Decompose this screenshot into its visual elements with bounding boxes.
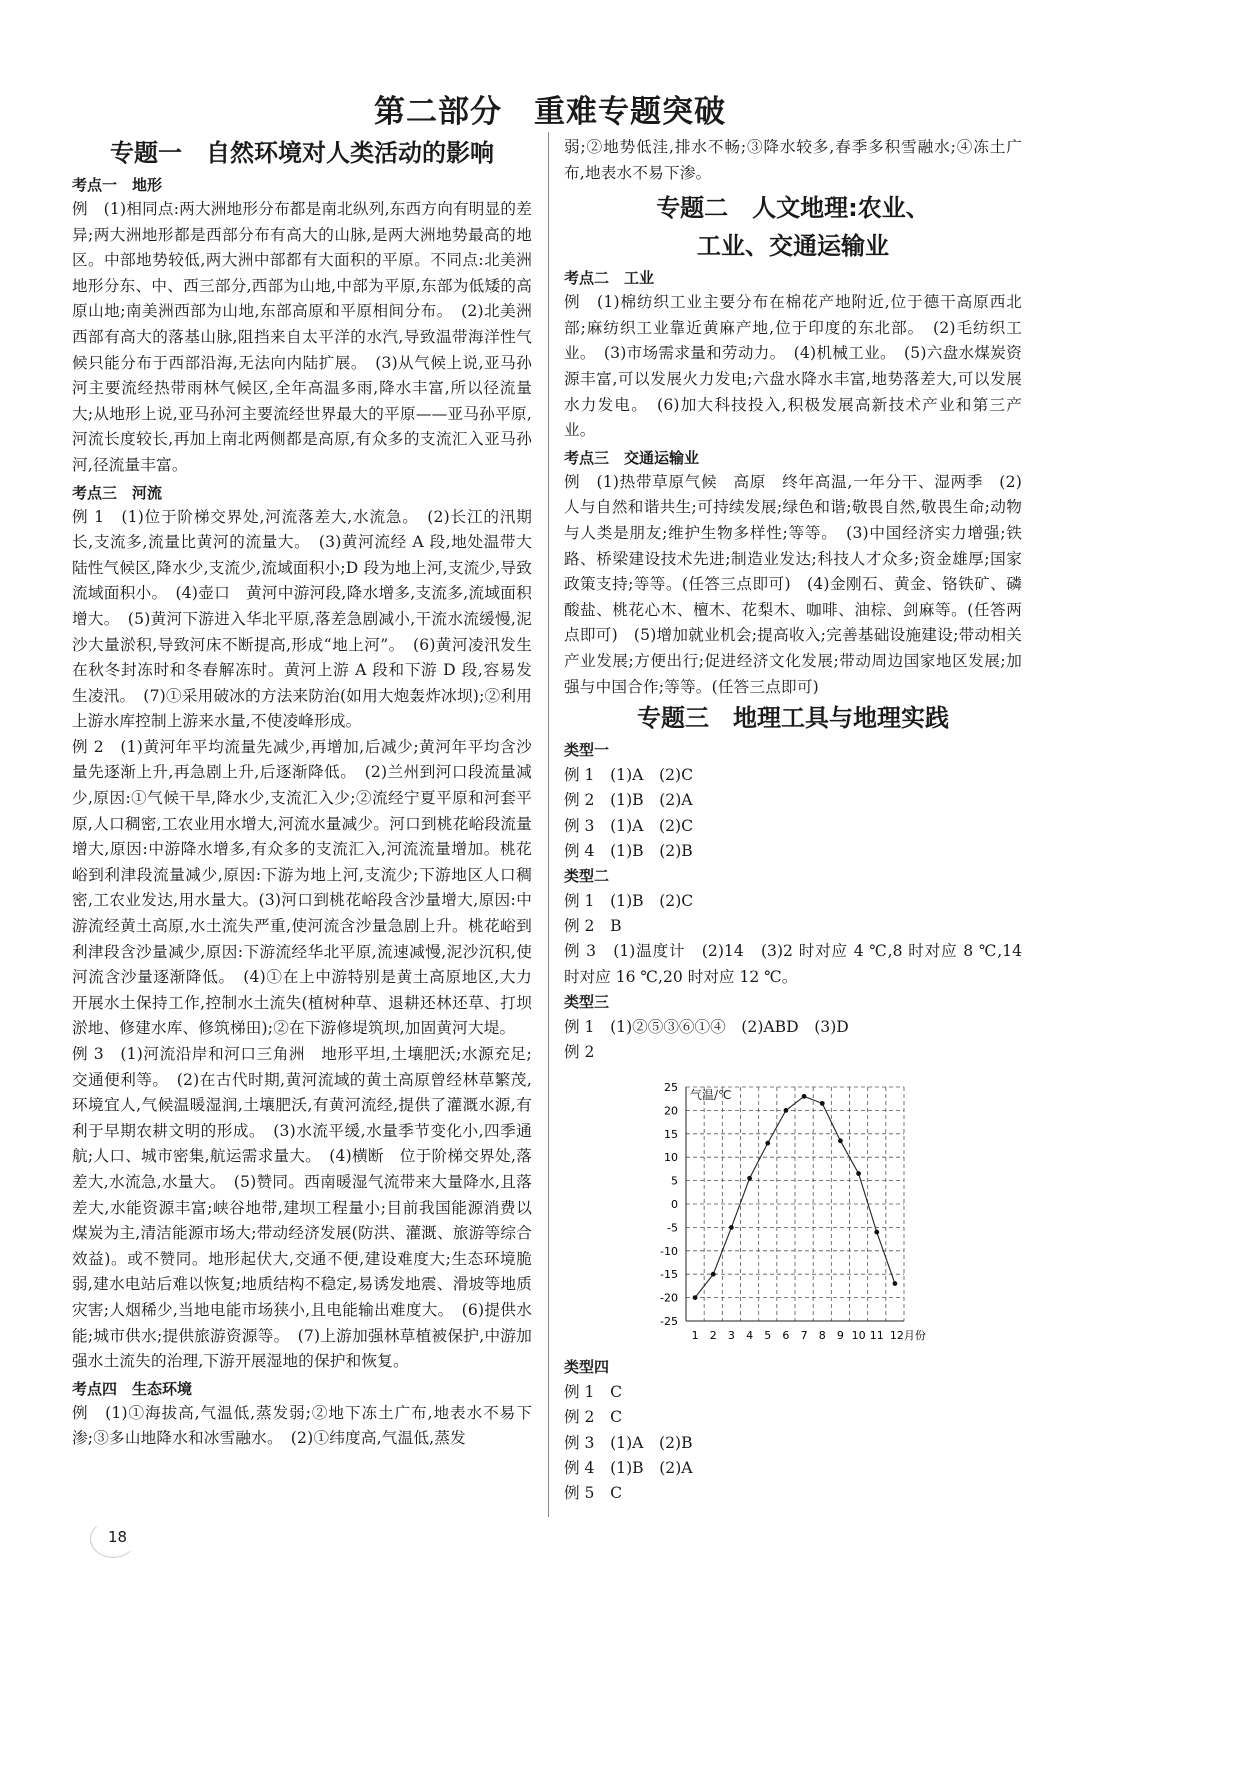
y-tick-label: -10	[660, 1244, 678, 1258]
data-point	[820, 1101, 825, 1106]
y-tick-label: -15	[660, 1268, 678, 1282]
list-item: 例 1 C	[564, 1383, 622, 1402]
list-item: 例 1 (1)B (2)C	[564, 891, 694, 910]
x-tick-label: 1	[691, 1329, 699, 1343]
x-tick-label: 8	[818, 1329, 826, 1343]
data-point	[729, 1225, 734, 1230]
list-item: 例 1 (1)A (2)C	[564, 766, 694, 785]
x-tick-label: 2	[709, 1329, 717, 1343]
kd4-example: 例 (1)①海拔高,气温低,蒸发弱;②地下冻土广布,地表水不易下渗;③多山地降水和冰雪融水。 (2)①纬度高,气温低,蒸发	[72, 1403, 532, 1448]
type3-heading: 类型三	[564, 992, 610, 1011]
x-tick-label: 12月份	[889, 1329, 926, 1343]
topic2-title-line2: 工业、交通运输业	[697, 232, 889, 261]
kd1-example: 例 (1)相同点:两大洲地形分布都是南北纵列,东西方向有明显的差异;两大洲地形都是西部分布有高大的山脉,是两大洲地势最高的地区。中部地势较低,两大洲中部都有大面积的平原。不同点:北美洲地形分东、中、西三部分,西部为山地,中部为平原,东部为低矮的高原山地;南美洲西部为山地,东部高原和平原相间分布。 (2)北美洲西部有高大的落基山脉,阻挡来自太平洋的水汽,导致温带海洋性气候只能分布于西部沿海,无法向内陆扩展。 (3)从气候上说,亚马孙河主要流经热带雨林气候区,全年高温多雨,降水丰富,所以径流量大;从地形上说,亚马孙河主要流经世界最大的平原——亚马孙平原,河流长度较长,再加上南北两侧都是高原,有众多的支流汇入亚马孙河,径流量丰富。	[72, 200, 532, 474]
column-divider	[548, 132, 549, 1517]
topic3-title: 专题三 地理工具与地理实践	[637, 704, 949, 733]
type2-heading: 类型二	[564, 866, 610, 885]
y-tick-label: 5	[671, 1174, 678, 1188]
x-tick-label: 11	[869, 1329, 884, 1343]
list-item: 例 2	[564, 1042, 595, 1061]
kd1-heading: 考点一 地形	[72, 176, 163, 194]
x-tick-label: 5	[764, 1329, 772, 1343]
temperature-chart-svg	[636, 1067, 996, 1355]
y-tick-label: 15	[664, 1127, 678, 1141]
page-title: 第二部分 重难专题突破	[374, 94, 726, 130]
data-point	[747, 1176, 752, 1181]
y-axis-label: 气温/℃	[690, 1088, 732, 1103]
data-point	[838, 1139, 843, 1144]
left-column	[72, 135, 532, 1452]
transport-heading: 考点三 交通运输业	[564, 448, 700, 467]
data-point	[693, 1295, 698, 1300]
list-item: 例 2 C	[564, 1408, 622, 1427]
data-point	[874, 1230, 879, 1235]
list-item: 例 2 (1)B (2)A	[564, 791, 693, 810]
topic2-title-line1: 专题二 人文地理:农业、	[656, 194, 930, 223]
topic1-title: 专题一 自然环境对人类活动的影响	[110, 139, 494, 167]
continued-text: 弱;②地势低洼,排水不畅;③降水较多,春季多积雪融水;④冻土广布,地表水不易下渗。	[564, 138, 1022, 182]
x-tick-label: 10	[851, 1329, 866, 1343]
list-item: 例 5 C	[564, 1483, 622, 1502]
river-example-2: 例 2 (1)黄河年平均流量先减少,再增加,后减少;黄河年平均含沙量先逐渐上升,再急剧上升,后逐渐降低。 (2)兰州到河口段流量减少,原因:①气候干旱,降水少,支流汇入少;②流经宁夏平原和河套平原,人口稠密,工农业用水增大,河流水量减少。河口到桃花峪段流量增大,原因:中游降水增多,有众多的支流汇入,河流流量增加。桃花峪到利津段流量减少,原因:下游为地上河,支流少;下游地区人口稠密,工农业发达,用水量大。(3)河口到桃花峪段含沙量增大,原因:中游流经黄土高原,水土流失严重,使河流含沙量急剧上升。桃花峪到利津段含沙量减少,原因:下游流经华北平原,流速减慢,泥沙沉积,使河流含沙量逐渐降低。 (4)①在上中游特别是黄土高原地区,大力开展水土保持工作,控制水土流失(植树种草、退耕还林还草、打坝淤地、修建水库、修筑梯田);②在下游修堤筑坝,加固黄河大堤。	[72, 737, 532, 1038]
temperature-chart	[636, 1067, 996, 1355]
x-tick-label: 4	[746, 1329, 754, 1343]
page-number: 18	[108, 1528, 128, 1546]
list-item: 例 2 B	[564, 917, 622, 936]
y-tick-label: 25	[664, 1081, 678, 1095]
data-point	[765, 1141, 770, 1146]
data-point	[784, 1108, 789, 1113]
y-tick-label: -25	[660, 1315, 678, 1329]
x-tick-label: 7	[800, 1329, 808, 1343]
list-item: 例 4 (1)B (2)A	[564, 1458, 693, 1477]
x-tick-label: 9	[836, 1329, 844, 1343]
list-item: 例 3 (1)A (2)C	[564, 816, 694, 835]
type4-heading: 类型四	[564, 1358, 610, 1377]
data-point	[856, 1171, 861, 1176]
x-tick-label: 6	[782, 1329, 790, 1343]
type1-heading: 类型一	[564, 741, 610, 760]
river-example-3: 例 3 (1)河流沿岸和河口三角洲 地形平坦,土壤肥沃;水源充足;交通便利等。 (2)在古代时期,黄河流域的黄土高原曾经林草繁茂,环境宜人,气候温暖湿润,土壤肥沃,有黄河流经,提供了灌溉水源,有利于早期农耕文明的形成。 (3)水流平缓,水量季节变化小,四季通航;人口、城市密集,航运需求量大。 (4)横断 位于阶梯交界处,落差大,水流急,水量大。 (5)赞同。西南暖湿气流带来大量降水,且落差大,水能资源丰富;峡谷地带,建坝工程量小;目前我国能源消费以煤炭为主,清洁能源市场大;带动经济发展(防洪、灌溉、旅游等综合效益)。或不赞同。地形起伏大,交通不便,建设难度大;生态环境脆弱,建水电站后难以恢复;地质结构不稳定,易诱发地震、滑坡等地质灾害;人烟稀少,当地电能市场狭小,且电能输出难度大。 (6)提供水能;城市供水;提供旅游资源等。 (7)上游加强林草植被保护,中游加强水土流失的治理,下游开展湿地的保护和恢复。	[72, 1045, 532, 1371]
y-tick-label: -5	[667, 1221, 678, 1235]
series-line	[695, 1096, 895, 1297]
transport-example: 例 (1)热带草原气候 高原 终年高温,一年分干、湿两季 (2)人与自然和谐共生;可持续发展;绿色和谐;敬畏自然,敬畏生命;动物与人类是朋友;维护生物多样性;等等。 (3)中国经济实力增强;铁路、桥梁建设技术先进;制造业发达;科技人才众多;资金雄厚;国家政策支持;等等。(任答三点即可) (4)金刚石、黄金、铬铁矿、磷酸盐、桃花心木、檀木、花梨木、咖啡、油棕、剑麻等。(任答两点即可) (5)增加就业机会;提高收入;完善基础设施建设;带动相关产业发展;方便出行;促进经济文化发展;带动周边国家地区发展;加强与中国合作;等等。(任答三点即可)	[564, 472, 1022, 696]
industry-heading: 考点二 工业	[564, 269, 655, 288]
kd3-heading: 考点三 河流	[72, 483, 163, 502]
industry-example: 例 (1)棉纺织工业主要分布在棉花产地附近,位于德干高原西北部;麻纺织工业靠近黄麻产地,位于印度的东北部。 (2)毛纺织工业。 (3)市场需求量和劳动力。 (4)机械工业。 (5)六盘水煤炭资源丰富,可以发展火力发电;六盘水降水丰富,地势落差大,可以发展水力发电。 (6)加大科技投入,积极发展高新技术产业和第三产业。	[564, 293, 1022, 440]
data-point	[893, 1281, 898, 1286]
y-tick-label: 0	[671, 1198, 678, 1212]
y-tick-label: -20	[660, 1291, 678, 1305]
list-item: 例 4 (1)B (2)B	[564, 841, 693, 860]
right-column	[564, 135, 1022, 1506]
river-example-1: 例 1 (1)位于阶梯交界处,河流落差大,水流急。 (2)长江的汛期长,支流多,流量比黄河的流量大。 (3)黄河流经 A 段,地处温带大陆性气候区,降水少,支流少,流域面积小;D 段为地上河,支流少,导致流域面积小。 (4)壶口 黄河中游河段,降水增多,支流多,流域面积增大。 (5)黄河下游进入华北平原,落差急剧减小,干流水流缓慢,泥沙大量淤积,导致河床不断提高,形成“地上河”。 (6)黄河凌汛发生在秋冬封冻时和冬春解冻时。黄河上游 A 段和下游 D 段,容易发生凌汛。 (7)①采用破冰的方法来防治(如用大炮轰炸冰坝);②利用上游水库控制上游来水量,不使凌峰形成。	[72, 507, 532, 731]
data-point	[802, 1094, 807, 1099]
y-tick-label: 20	[664, 1104, 678, 1118]
x-tick-label: 3	[727, 1329, 735, 1343]
list-item: 例 3 (1)温度计 (2)14 (3)2 时对应 4 ℃,8 时对应 8 ℃,14 时对应 16 ℃,20 时对应 12 ℃。	[564, 942, 1022, 986]
list-item: 例 1 (1)②⑤③⑥①④ (2)ABD (3)D	[564, 1017, 849, 1036]
list-item: 例 3 (1)A (2)B	[564, 1433, 693, 1452]
data-point	[711, 1272, 716, 1277]
y-tick-label: 10	[664, 1151, 678, 1165]
kd4-heading: 考点四 生态环境	[72, 1379, 193, 1398]
